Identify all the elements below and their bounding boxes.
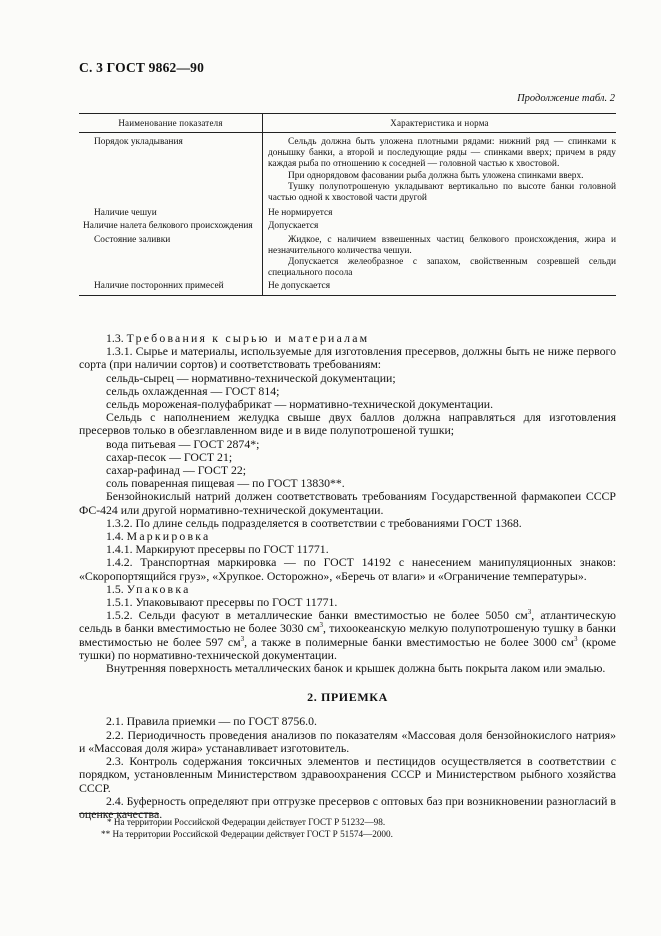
paragraph: 2.4. Буферность определяют при отгрузке пресервов с оптовых баз при возникновении разногласий в оценке качества. <box>79 793 616 821</box>
superscript: 3 <box>319 621 324 630</box>
norm-paragraph: Жидкое, с наличием взвешенных частиц белкового происхождения, жира и незначительного количества чешуи. <box>268 234 616 256</box>
row-norm: Не допускается <box>268 281 331 292</box>
row-indicator: Состояние заливки <box>94 234 171 245</box>
section-title: Требования к сырью и материалам <box>126 331 370 345</box>
section-title: Маркировка <box>126 529 211 544</box>
paragraph <box>79 609 616 662</box>
section-number: 1.4. <box>106 529 124 544</box>
text-run: , а также в полимерные банки вместимостью не более 3000 см <box>244 634 574 649</box>
footnote: ** На территории Российской Федерации действует ГОСТ Р 51574—2000. <box>101 829 393 839</box>
text-run: (кроме тушки) по нормативно-технической документации. <box>79 634 616 662</box>
section-title: Упаковка <box>126 581 191 596</box>
row-indicator: Наличие чешуи <box>94 208 157 219</box>
column-header-indicator: Наименование показателя <box>79 114 263 132</box>
section-2-title: 2. ПРИЕМКА <box>307 690 388 705</box>
list-item: сахар-рафинад — ГОСТ 22; <box>106 463 247 478</box>
list-item: сельдь мороженая-полуфабрикат — нормативно-технической документации. <box>106 397 494 412</box>
superscript: 3 <box>527 608 532 617</box>
section-number: 1.3. <box>106 331 124 345</box>
paragraph: 1.4.2. Транспортная маркировка — по ГОСТ 14192 с нанесением манипуляционных знаков: «Скоропортящийся груз», «Хрупкое. Осторожно», «Беречь от влаги» и «Ограничение температуры». <box>79 555 616 583</box>
column-header-norm: Характеристика и норма <box>390 118 489 128</box>
table-bottom-rule <box>79 295 616 296</box>
superscript: 3 <box>240 634 245 643</box>
paragraph: 1.5.1. Упаковывают пресервы по ГОСТ 11771. <box>106 595 338 610</box>
table-row <box>79 204 616 219</box>
page-header: С. 3 ГОСТ 9862—90 <box>79 60 205 75</box>
row-indicator: Наличие посторонних примесей <box>94 281 224 292</box>
paragraph: 2.2. Периодичность проведения анализов по показателям «Массовая доля бензойнокислого натрия» и «Массовая доля жира» устанавливает изготовитель. <box>79 727 616 755</box>
norm-paragraph: Допускается желеобразное с запахом, свойственным созревшей сельди специального посола <box>268 257 616 279</box>
table-body <box>79 133 616 295</box>
footnote-rule <box>79 813 159 814</box>
paragraph: 1.4.1. Маркируют пресервы по ГОСТ 11771. <box>106 542 329 557</box>
norm-paragraph: Тушку полупотрошеную укладывают вертикально по высоте банки головной частью одной к хвостовой части другой <box>268 181 616 204</box>
row-norm: Допускается <box>268 221 319 232</box>
list-item: сахар-песок — ГОСТ 21; <box>106 449 233 464</box>
table-continuation-note: Продолжение табл. 2 <box>517 93 615 104</box>
list-item: соль поваренная пищевая — по ГОСТ 13830**. <box>106 476 345 491</box>
table-row <box>79 233 616 280</box>
paragraph: 1.3.1. Сырье и материалы, используемые для изготовления пресервов, должны быть не ниже первого сорта (при наличии сортов) и соответствовать требованиям: <box>79 344 616 372</box>
footnotes <box>79 816 616 840</box>
row-indicator-text: Наличие налета белкового происхождения <box>83 221 253 232</box>
paragraph: Бензойнокислый натрий должен соответствовать требованиям Государственной фармакопеи СССР ФС-424 или другой нормативно-технической документации. <box>79 489 616 517</box>
paragraph: 1.3.2. По длине сельдь подразделяется в соответствии с требованиями ГОСТ 1368. <box>106 515 522 530</box>
paragraph: Сельдь с наполнением желудка свыше двух баллов должна направляться для изготовления пресервов только в обезглавленном виде и в виде полупотрошеной тушки; <box>79 410 616 438</box>
paragraph: 2.1. Правила приемки — по ГОСТ 8756.0. <box>106 714 317 729</box>
row-norm <box>262 137 616 204</box>
superscript: 3 <box>574 634 578 643</box>
row-norm <box>262 235 616 280</box>
norm-paragraph: Сельдь должна быть уложена плотными рядами: нижний ряд — спинками к донышку банки, а второй и последующие ряды — спинками вверх; причем в ряду каждая рыба по отношению к соседней — головной частью к хвостовой. <box>268 137 616 170</box>
row-indicator: Порядок укладывания <box>94 137 183 147</box>
paragraph: 2.3. Контроль содержания токсичных элементов и пестицидов осуществляется в соответствии с порядком, установленным Министерством здравоохранения СССР и Министерством рыбного хозяйства СССР. <box>79 754 616 795</box>
text-run: , атлантическую сельдь в банки вместимостью не более 3030 см <box>79 608 616 636</box>
table-row <box>79 279 616 294</box>
row-indicator <box>79 221 262 232</box>
row-norm: Не нормируется <box>268 208 333 219</box>
section-number: 1.5. <box>106 581 124 596</box>
footnote: * На территории Российской Федерации действует ГОСТ Р 51232—98. <box>107 817 386 827</box>
text-run: 1.5.2. Сельди фасуют в металлические банки вместимостью не более 5050 см <box>106 608 528 623</box>
text-run: , тихоокеанскую мелкую полупотрошеную тушку в банки вместимостью не более 597 см <box>79 621 616 649</box>
properties-table <box>79 113 616 296</box>
list-item: сельдь охлажденная — ГОСТ 814; <box>106 383 280 398</box>
paragraph: Внутренняя поверхность металлических банок и крышек должна быть покрыта лаком или эмалью. <box>106 661 606 676</box>
table-header <box>79 114 616 133</box>
list-item: вода питьевая — ГОСТ 2874*; <box>106 436 260 451</box>
body-text <box>79 332 616 821</box>
table-row <box>79 219 616 232</box>
norm-paragraph: При однорядовом фасовании рыба должна быть уложена спинками вверх. <box>288 170 584 181</box>
list-item: сельдь-сырец — нормативно-технической документации; <box>106 370 396 385</box>
table-row <box>79 133 616 204</box>
